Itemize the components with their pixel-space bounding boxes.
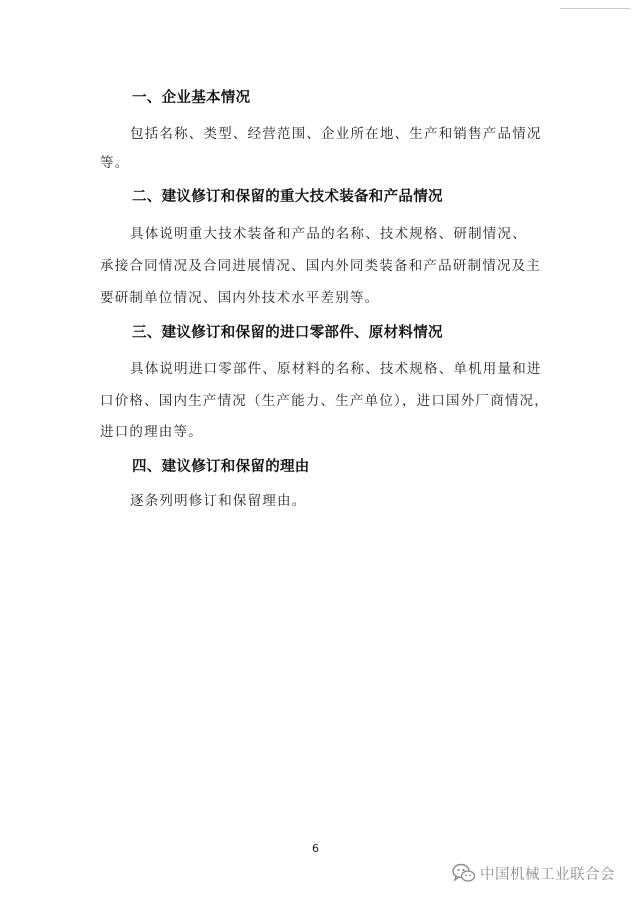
body-line: 具体说明进口零部件、原材料的名称、技术规格、单机用量和进 — [130, 361, 542, 377]
body-line: 逐条列明修订和保留理由。 — [130, 493, 307, 509]
section-heading: 二、建议修订和保留的重大技术装备和产品情况 — [132, 189, 443, 205]
scan-edge-line — [560, 8, 630, 13]
section-heading: 一、企业基本情况 — [132, 90, 251, 106]
page-number: 6 — [312, 842, 319, 855]
watermark-text: 中国机械工业联合会 — [480, 866, 615, 883]
body-line: 包括名称、类型、经营范围、企业所在地、生产和销售产品情况 — [130, 126, 542, 142]
body-line: 承接合同情况及合同进展情况、国内外同类装备和产品研制情况及主 — [100, 258, 541, 274]
body-line: 进口的理由等。 — [100, 424, 203, 440]
body-line: 口价格、国内生产情况（生产能力、生产单位），进口国外厂商情况， — [100, 393, 549, 409]
wechat-icon — [452, 862, 476, 884]
section-heading: 三、建议修订和保留的进口零部件、原材料情况 — [132, 325, 443, 341]
body-line: 要研制单位情况、国内外技术水平差别等。 — [100, 290, 380, 306]
body-line: 具体说明重大技术装备和产品的名称、技术规格、研制情况、 — [130, 226, 527, 242]
watermark — [452, 860, 615, 886]
body-line: 等。 — [100, 155, 130, 171]
section-heading: 四、建议修订和保留的理由 — [132, 459, 310, 475]
